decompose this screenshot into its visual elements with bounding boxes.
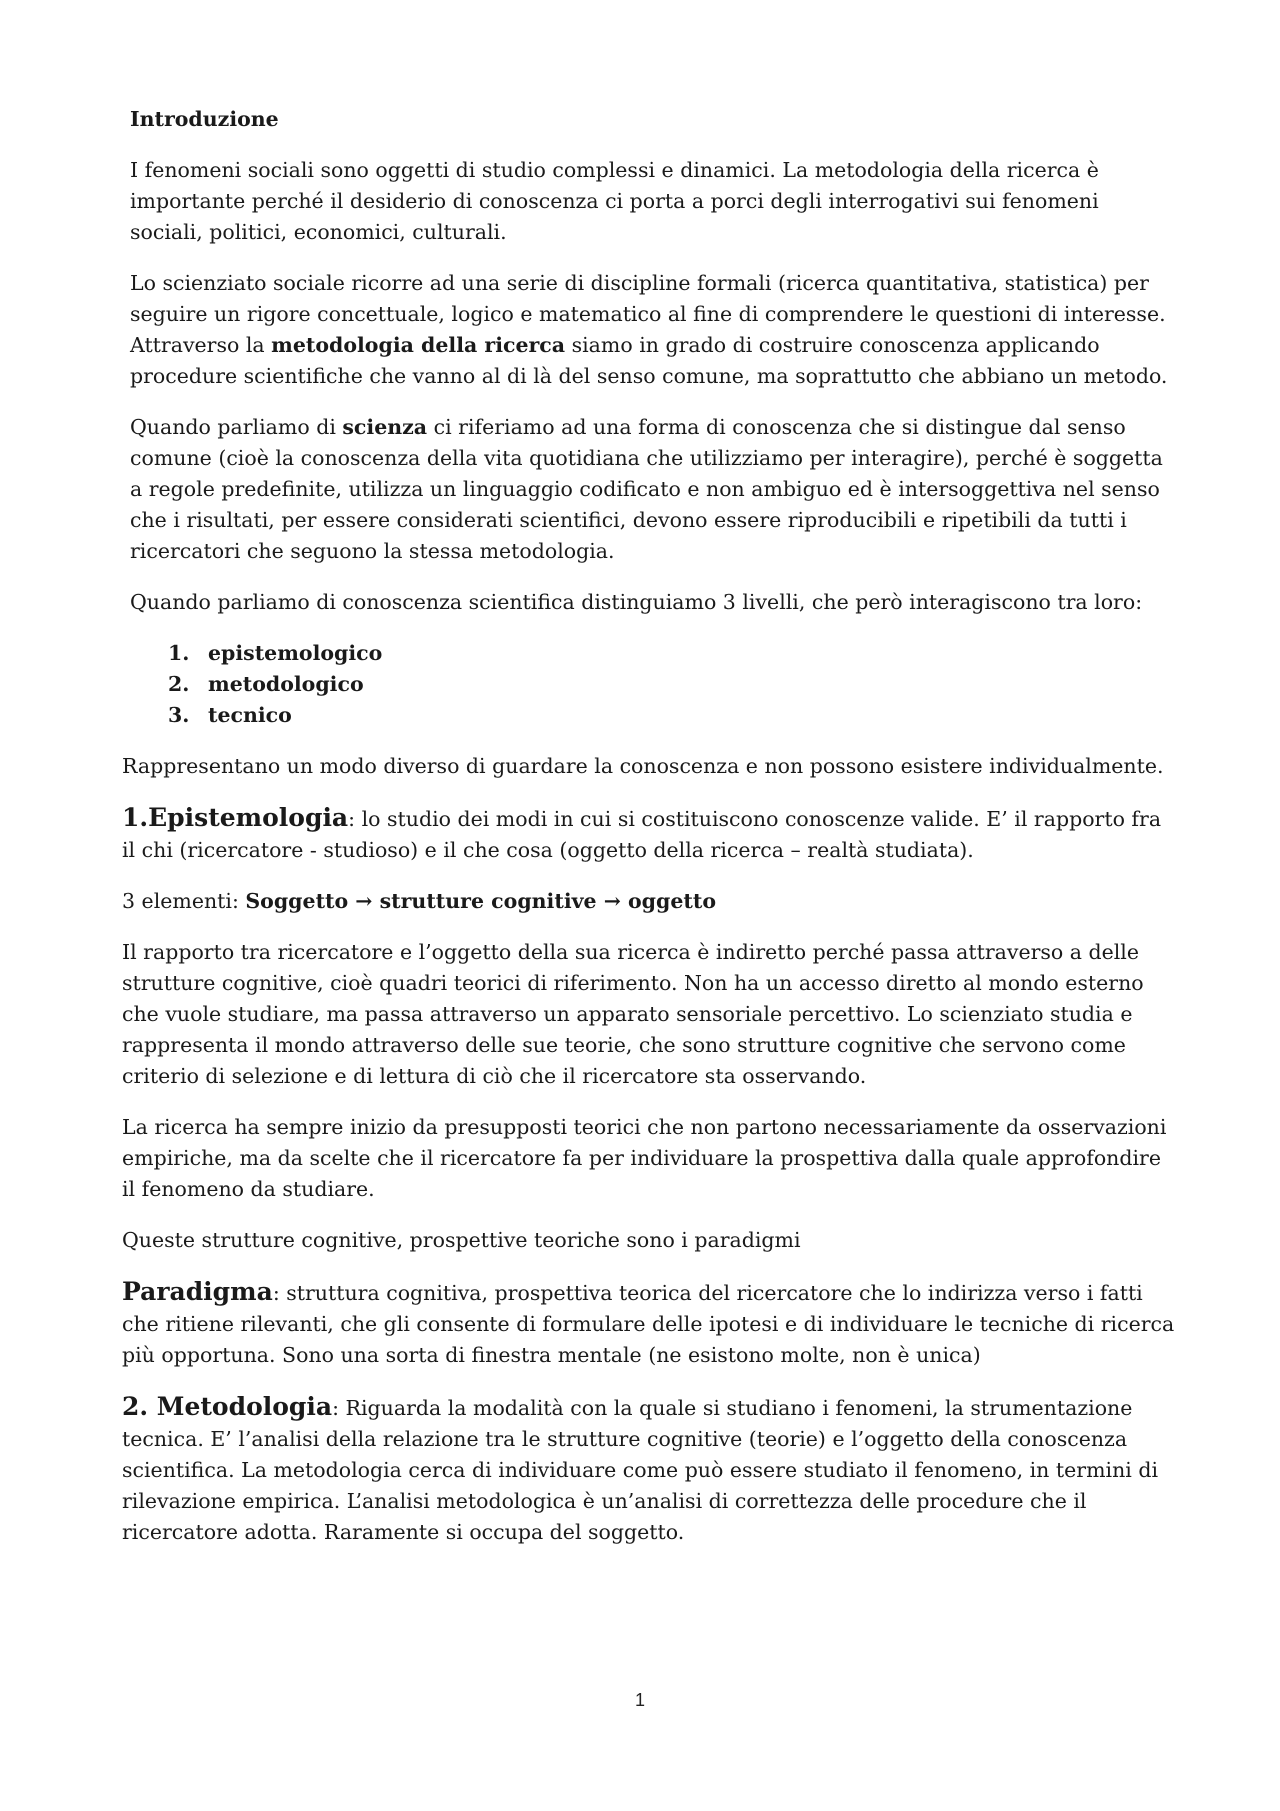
paragraph-1: I fenomeni sociali sono oggetti di studio complessi e dinamici. La metodologia della ricerca è importante perché il desiderio di conoscenza ci porta a porci degli interrogativi sui fenomeni sociali, politici, economici, culturali. [130, 158, 1099, 244]
elements-prefix: 3 elementi: [122, 889, 246, 913]
paradigma-text: : struttura cognitiva, prospettiva teorica del ricercatore che lo indirizza verso i fatti che ritiene rilevanti, che gli consente di formulare delle ipotesi e di individuare le tecniche di ricerca più opportuna. Sono una sorta di finestra mentale (ne esistono molte, non è unica) [122, 1281, 1175, 1367]
list-item-label: metodologico [208, 672, 364, 696]
list-item-number: 2. [168, 672, 190, 696]
document-body [122, 104, 1177, 1568]
page-number: 1 [634, 1690, 645, 1710]
list-item-number: 1. [168, 641, 190, 665]
paragraph-2-bold: metodologia della ricerca [271, 333, 566, 357]
paragraph-3-text-a: Quando parliamo di [130, 415, 343, 439]
metodologia-paragraph [122, 1391, 1177, 1548]
paragraph-2 [130, 268, 1177, 392]
paradigma-paragraph [122, 1276, 1177, 1371]
list-item-label: epistemologico [208, 641, 383, 665]
paragraph-4: Quando parliamo di conoscenza scientifica distinguiamo 3 livelli, che però interagiscono tra loro: [130, 590, 1143, 614]
list-item [168, 700, 1177, 731]
levels-list [168, 638, 1177, 731]
list-item [168, 669, 1177, 700]
paragraph-3-text-b: ci riferiamo ad una forma di conoscenza che si distingue dal senso comune (cioè la conoscenza della vita quotidiana che utilizziamo per interagire), perché è soggetta a regole predefinite, utilizza un linguaggio codificato e non ambiguo ed è intersoggettiva nel senso che i risultati, per essere considerati scientifici, devono essere riproducibili e ripetibili da tutti i ricercatori che seguono la stessa metodologia. [130, 415, 1163, 563]
list-item [168, 638, 1177, 669]
paragraph-5: Rappresentano un modo diverso di guardare la conoscenza e non possono esistere individualmente. [122, 754, 1164, 778]
paragraph-3 [130, 412, 1177, 567]
paragraph-2-text-b: siamo in grado di costruire conoscenza applicando procedure scientifiche che vanno al di là del senso comune, ma soprattutto che abbiano un metodo. [130, 333, 1168, 388]
metodologia-text: : Riguarda la modalità con la quale si studiano i fenomeni, la strumentazione tecnica. E’ l’analisi della relazione tra le strutture cognitive (teorie) e l’oggetto della conoscenza scientifica. La metodologia cerca di individuare come può essere studiato il fenomeno, in termini di rilevazione empirica. L’analisi metodologica è un’analisi di correttezza delle procedure che il ricercatore adotta. Raramente si occupa del soggetto. [122, 1396, 1159, 1544]
epistemologia-paragraph [122, 802, 1177, 866]
elements-line [122, 886, 1177, 917]
intro-heading: Introduzione [130, 107, 279, 131]
paragraph-6: Il rapporto tra ricercatore e l’oggetto della sua ricerca è indiretto perché passa attraverso a delle strutture cognitive, cioè quadri teorici di riferimento. Non ha un accesso diretto al mondo esterno che vuole studiare, ma passa attraverso un apparato sensoriale percettivo. Lo scienziato studia e rappresenta il mondo attraverso delle sue teorie, che sono strutture cognitive che servono come criterio di selezione e di lettura di ciò che il ricercatore sta osservando. [122, 940, 1144, 1088]
elements-chain: Soggetto → strutture cognitive → oggetto [245, 889, 717, 913]
paragraph-7: La ricerca ha sempre inizio da presupposti teorici che non partono necessariamente da osservazioni empiriche, ma da scelte che il ricercatore fa per individuare la prospettiva dalla quale approfondire il fenomeno da studiare. [122, 1115, 1167, 1201]
metodologia-heading: 2. Metodologia [122, 1392, 333, 1421]
paragraph-8: Queste strutture cognitive, prospettive teoriche sono i paradigmi [122, 1228, 801, 1252]
paragraph-2-text-a: Lo scienziato sociale ricorre ad una serie di discipline formali (ricerca quantitativa, statistica) per seguire un rigore concettuale, logico e matematico al fine di comprendere le questioni di interesse. Attraverso la [130, 271, 1166, 357]
list-item-number: 3. [168, 703, 190, 727]
epistemologia-text: : lo studio dei modi in cui si costituiscono conoscenze valide. E’ il rapporto fra il chi (ricercatore - studioso) e il che cosa (oggetto della ricerca – realtà studiata). [122, 807, 1162, 862]
list-item-label: tecnico [208, 703, 292, 727]
paradigma-heading: Paradigma [122, 1277, 273, 1306]
paragraph-3-bold: scienza [342, 415, 428, 439]
epistemologia-heading: 1.Epistemologia [122, 803, 349, 832]
